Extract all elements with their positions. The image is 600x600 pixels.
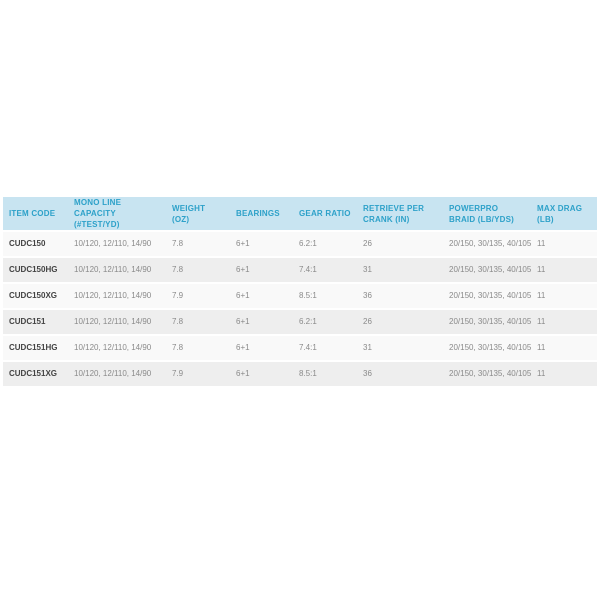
- cell-bearings: 6+1: [230, 232, 293, 258]
- cell-max-drag: 11: [531, 258, 597, 284]
- product-spec-table: [3, 197, 597, 388]
- cell-retrieve: 26: [357, 310, 443, 336]
- cell-bearings: 6+1: [230, 258, 293, 284]
- cell-max-drag: 11: [531, 336, 597, 362]
- cell-retrieve: 36: [357, 284, 443, 310]
- cell-max-drag: 11: [531, 362, 597, 388]
- cell-bearings: 6+1: [230, 336, 293, 362]
- cell-powerpro-braid: 20/150, 30/135, 40/105: [443, 258, 531, 284]
- cell-weight: 7.9: [166, 362, 230, 388]
- col-header-bearings: BEARINGS: [230, 197, 293, 232]
- cell-mono-capacity: 10/120, 12/110, 14/90: [68, 310, 166, 336]
- col-header-powerpro-braid: POWERPRO BRAID (LB/YDS): [443, 197, 531, 232]
- cell-gear-ratio: 8.5:1: [293, 284, 357, 310]
- cell-max-drag: 11: [531, 232, 597, 258]
- col-header-mono-capacity: MONO LINE CAPACITY (#TEST/YD): [68, 197, 166, 232]
- cell-retrieve: 31: [357, 336, 443, 362]
- cell-powerpro-braid: 20/150, 30/135, 40/105: [443, 232, 531, 258]
- col-header-max-drag: MAX DRAG (LB): [531, 197, 597, 232]
- cell-item-code: CUDC151: [3, 310, 68, 336]
- cell-weight: 7.8: [166, 310, 230, 336]
- cell-mono-capacity: 10/120, 12/110, 14/90: [68, 284, 166, 310]
- table-row: [3, 362, 597, 388]
- cell-bearings: 6+1: [230, 310, 293, 336]
- cell-powerpro-braid: 20/150, 30/135, 40/105: [443, 336, 531, 362]
- col-header-gear-ratio: GEAR RATIO: [293, 197, 357, 232]
- cell-gear-ratio: 8.5:1: [293, 362, 357, 388]
- cell-powerpro-braid: 20/150, 30/135, 40/105: [443, 362, 531, 388]
- cell-bearings: 6+1: [230, 362, 293, 388]
- cell-mono-capacity: 10/120, 12/110, 14/90: [68, 232, 166, 258]
- table-row: [3, 232, 597, 258]
- cell-gear-ratio: 7.4:1: [293, 336, 357, 362]
- cell-item-code: CUDC150XG: [3, 284, 68, 310]
- cell-weight: 7.8: [166, 258, 230, 284]
- cell-max-drag: 11: [531, 284, 597, 310]
- table-row: [3, 284, 597, 310]
- cell-gear-ratio: 6.2:1: [293, 232, 357, 258]
- col-header-item-code: ITEM CODE: [3, 197, 68, 232]
- cell-weight: 7.8: [166, 336, 230, 362]
- cell-item-code: CUDC151XG: [3, 362, 68, 388]
- cell-mono-capacity: 10/120, 12/110, 14/90: [68, 336, 166, 362]
- cell-mono-capacity: 10/120, 12/110, 14/90: [68, 258, 166, 284]
- cell-retrieve: 36: [357, 362, 443, 388]
- cell-max-drag: 11: [531, 310, 597, 336]
- cell-retrieve: 26: [357, 232, 443, 258]
- cell-weight: 7.9: [166, 284, 230, 310]
- cell-item-code: CUDC151HG: [3, 336, 68, 362]
- cell-gear-ratio: 7.4:1: [293, 258, 357, 284]
- col-header-retrieve: RETRIEVE PER CRANK (IN): [357, 197, 443, 232]
- table-row: [3, 336, 597, 362]
- header-row: [3, 197, 597, 232]
- cell-item-code: CUDC150HG: [3, 258, 68, 284]
- cell-weight: 7.8: [166, 232, 230, 258]
- col-header-weight: WEIGHT (OZ): [166, 197, 230, 232]
- cell-bearings: 6+1: [230, 284, 293, 310]
- cell-item-code: CUDC150: [3, 232, 68, 258]
- cell-retrieve: 31: [357, 258, 443, 284]
- table-row: [3, 310, 597, 336]
- cell-powerpro-braid: 20/150, 30/135, 40/105: [443, 284, 531, 310]
- cell-powerpro-braid: 20/150, 30/135, 40/105: [443, 310, 531, 336]
- cell-mono-capacity: 10/120, 12/110, 14/90: [68, 362, 166, 388]
- cell-gear-ratio: 6.2:1: [293, 310, 357, 336]
- table-row: [3, 258, 597, 284]
